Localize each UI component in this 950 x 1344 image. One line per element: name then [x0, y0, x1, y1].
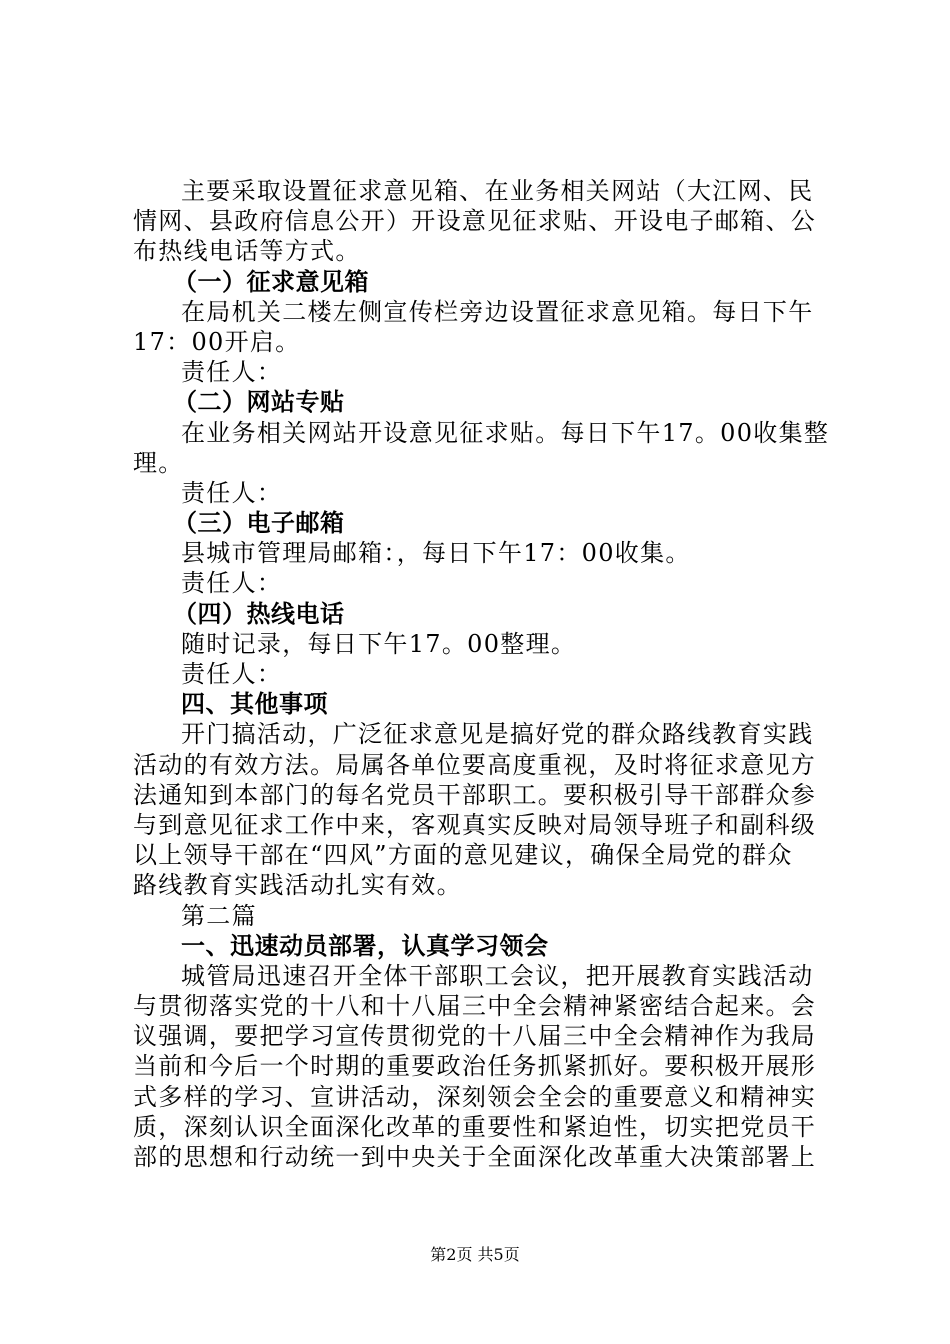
paragraph-line: 布热线电话等方式。: [133, 237, 361, 266]
paragraph-line: 理。: [133, 448, 184, 477]
paragraph-line: 活动的有效方法。局属各单位要高度重视，及时将征求意见方: [133, 750, 817, 779]
paragraph-line: 路线教育实践活动扎实有效。: [133, 871, 462, 900]
paragraph-line: 责任人：: [181, 358, 283, 387]
paragraph-line: 县城市管理局邮箱：，每日下午17：00收集。: [181, 539, 691, 568]
paragraph-line: 责任人：: [181, 478, 283, 507]
section-heading: （二）网站专贴: [173, 388, 345, 417]
paragraph-line: 随时记录，每日下午17。00整理。: [181, 629, 577, 658]
paragraph-line: 法通知到本部门的每名党员干部职工。要积极引导干部群众参: [133, 780, 817, 809]
document-body: [133, 176, 833, 1172]
paragraph-line: 与到意见征求工作中来，客观真实反映对局领导班子和副科级: [133, 810, 817, 839]
paragraph-line: 开门搞活动，广泛征求意见是搞好党的群众路线教育实践: [181, 720, 814, 749]
paragraph-line: 责任人：: [181, 660, 283, 688]
paragraph-line: 17：00开启。: [133, 327, 301, 356]
paragraph-line: 式多样的学习、宣讲活动，深刻领会全会的重要意义和精神实: [133, 1082, 817, 1111]
paragraph-line: 当前和今后一个时期的重要政治任务抓紧抓好。要积极开展形: [133, 1052, 817, 1081]
section-heading: （三）电子邮箱: [173, 509, 345, 538]
paragraph-line: 部的思想和行动统一到中央关于全面深化改革重大决策部署上: [133, 1143, 817, 1171]
paragraph-line: 主要采取设置征求意见箱、在业务相关网站（大江网、民: [181, 177, 814, 205]
paragraph-line: 城管局迅速召开全体干部职工会议，把开展教育实践活动: [181, 961, 814, 990]
paragraph-line: 情网、县政府信息公开）开设意见征求贴、开设电子邮箱、公: [133, 207, 817, 236]
paragraph-line: 议强调，要把学习宣传贯彻党的十八届三中全会精神作为我局: [133, 1022, 817, 1051]
section-heading: （一）征求意见箱: [173, 267, 369, 296]
section-heading: （四）热线电话: [173, 599, 345, 628]
paragraph-line: 以上领导干部在“四风”方面的意见建议，确保全局党的群众: [133, 841, 793, 870]
page-footer: 第2页 共5页: [430, 1245, 520, 1264]
section-heading: 一、迅速动员部署，认真学习领会: [181, 931, 549, 960]
section-heading: 四、其他事项: [181, 690, 328, 719]
paragraph-line: 质，深刻认识全面深化改革的重要性和紧迫性，切实把党员干: [133, 1112, 817, 1141]
paragraph-line: 在局机关二楼左侧宣传栏旁边设置征求意见箱。每日下午: [181, 297, 814, 326]
paragraph-line: 责任人：: [181, 569, 283, 598]
paragraph-line: 与贯彻落实党的十八和十八届三中全会精神紧密结合起来。会: [133, 992, 817, 1021]
paragraph-line: 在业务相关网站开设意见征求贴。每日下午17。00收集整: [181, 418, 830, 447]
paragraph-line: 第二篇: [181, 901, 257, 930]
